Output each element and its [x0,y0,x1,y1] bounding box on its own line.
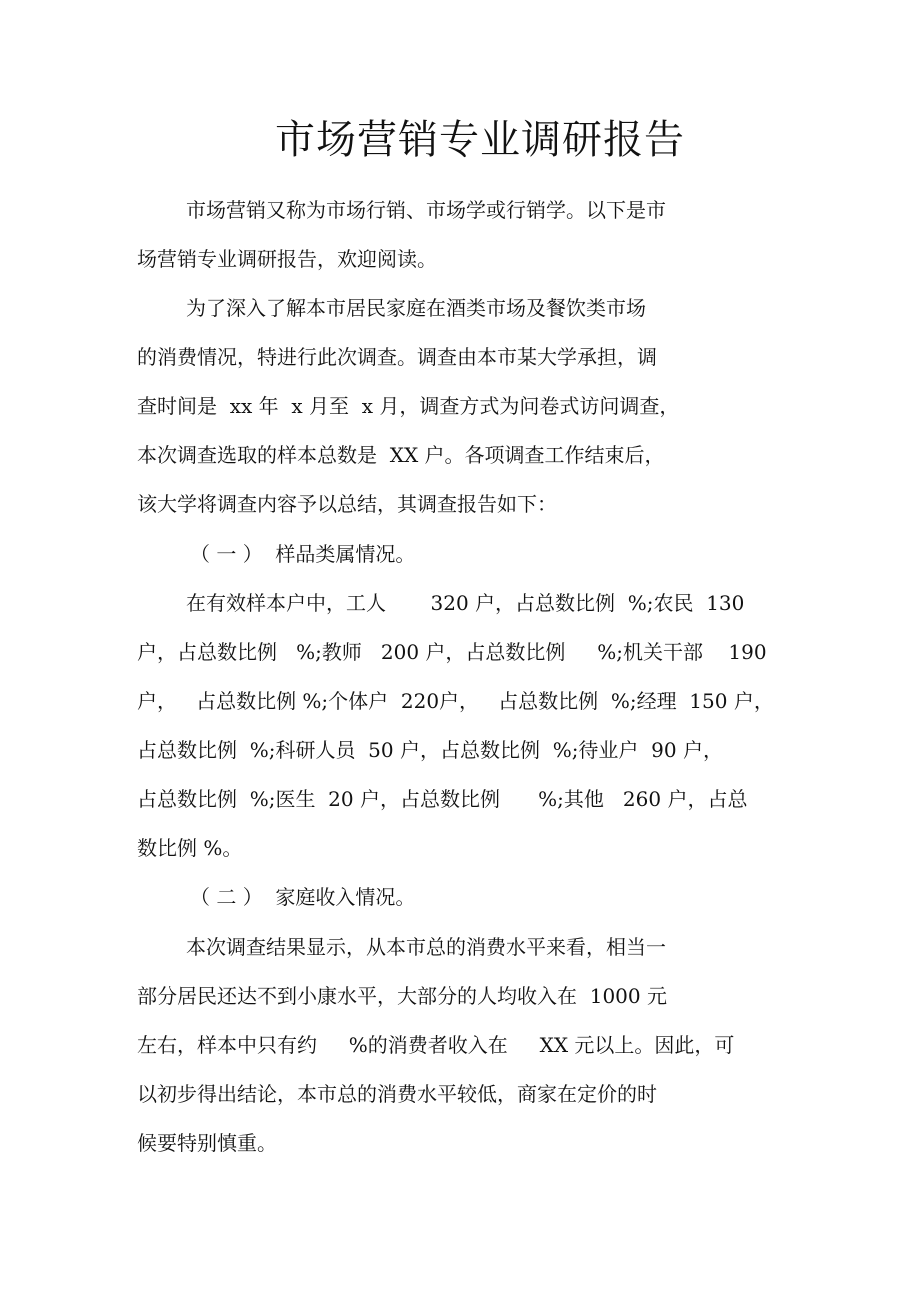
income-para-line-2: 部分居民还达不到小康水平，大部分的人均收入在 1000 元 [137,984,667,1008]
sample-para-line-5: 占总数比例 %;医生 20 户，占总数比例 %;其他 260 户，占总 [137,787,748,811]
sample-para-line-1: 在有效样本户中，工人 320 户，占总数比例 %;农民 130 [186,591,745,615]
sample-para-line-4: 占总数比例 %;科研人员 50 户，占总数比例 %;待业户 90 户， [137,738,723,762]
sample-para-line-3: 户， 占总数比例 %;个体户 220户， 占总数比例 %;经理 150 户， [137,689,774,713]
sample-para-line-2: 户，占总数比例 %;教师 200 户，占总数比例 %;机关干部 190 [137,640,767,664]
income-para-line-4: 以初步得出结论，本市总的消费水平较低，商家在定价的时 [137,1082,657,1106]
sample-para-line-6: 数比例 %。 [137,836,243,860]
income-para-line-3: 左右，样本中只有约 %的消费者收入在 XX 元以上。因此，可 [137,1033,735,1057]
section-heading-1: （ 一 ） 样品类属情况。 [190,542,416,566]
page-title: 市场营销专业调研报告 [275,117,685,163]
income-para-line-5: 候要特别慎重。 [137,1131,277,1155]
intro-line-1: 市场营销又称为市场行销、市场学或行销学。以下是市 [186,198,666,222]
section-heading-2: （ 二 ） 家庭收入情况。 [190,885,416,909]
intro-line-2: 场营销专业调研报告，欢迎阅读。 [137,247,437,271]
survey-para-line-3: 查时间是 xx 年 x 月至 x 月，调查方式为问卷式访问调查， [137,394,680,418]
survey-para-line-1: 为了深入了解本市居民家庭在酒类市场及餐饮类市场 [186,296,646,320]
survey-para-line-2: 的消费情况，特进行此次调查。调查由本市某大学承担，调 [137,345,657,369]
survey-para-line-4: 本次调查选取的样本总数是 XX 户。各项调查工作结束后， [137,443,665,467]
income-para-line-1: 本次调查结果显示，从本市总的消费水平来看，相当一 [186,935,666,959]
survey-para-line-5: 该大学将调查内容予以总结，其调查报告如下： [137,492,557,516]
